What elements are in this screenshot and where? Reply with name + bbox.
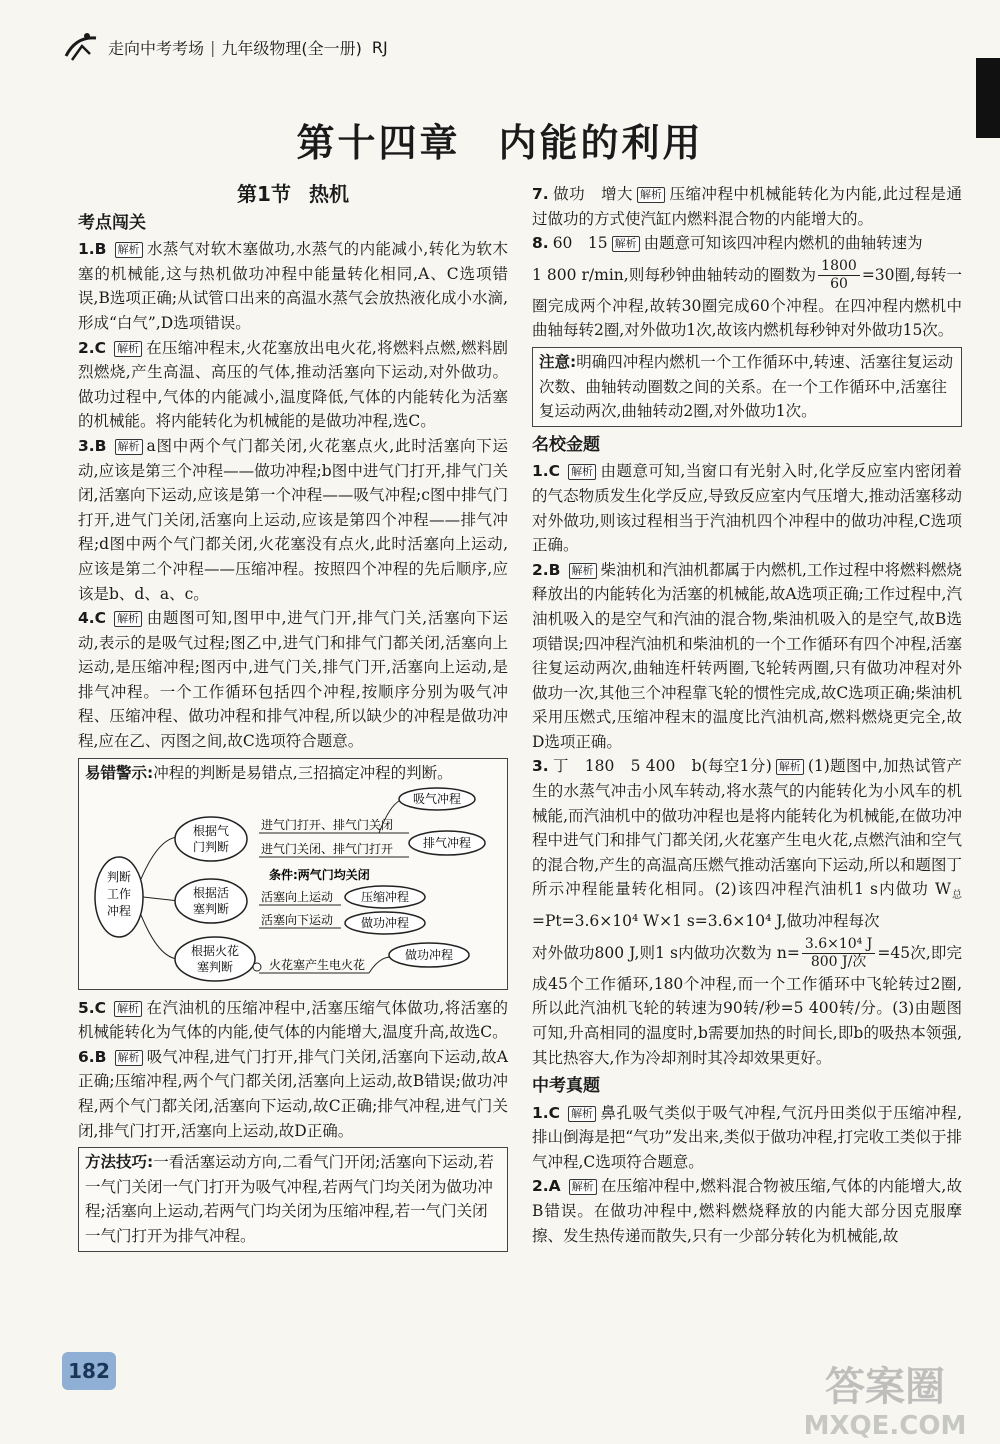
analysis-badge: 解析 xyxy=(569,1179,597,1195)
diagram-condition-text: 活塞向下运动 xyxy=(261,912,334,927)
answer-item xyxy=(78,1045,508,1143)
answer-item xyxy=(78,237,508,335)
diagram-branch-text: 根据气 xyxy=(192,823,230,838)
analysis-badge: 解析 xyxy=(776,759,804,775)
diagram-branch-text: 门判断 xyxy=(192,839,230,854)
book-title: 九年级物理(全一册) xyxy=(221,38,362,58)
answer-text: a图中两个气门都关闭,火花塞点火,此时活塞向下运动,应该是第三个冲程——做功冲程;b图中进气门打开,排气门关闭,活塞向下运动,应该是第一个冲程——吸气冲程;c图中排气门打开,进气门关闭,活塞向上运动,应该是第四个冲程——排气冲程;d图中两个气门都关闭,火花塞没有点火,此时活塞向上运动,应该是第二个冲程——压缩冲程。按照四个冲程的先后顺序,应该是b、d、a、c。 xyxy=(78,436,508,603)
diagram-result-text: 排气冲程 xyxy=(422,835,472,850)
right-column xyxy=(532,182,962,1248)
answer-number: 1.B xyxy=(78,240,107,259)
analysis-badge: 解析 xyxy=(568,1106,596,1122)
answer-item xyxy=(78,336,508,434)
chapter-title xyxy=(0,112,1000,167)
analysis-badge: 解析 xyxy=(115,1050,143,1066)
analysis-badge: 解析 xyxy=(114,1001,142,1017)
answer-item xyxy=(78,606,508,754)
subscript: 总 xyxy=(950,890,963,902)
answer-text: =30圈,每转一圈完成两个冲程,故转30圈完成60个冲程。在四冲程内燃机中曲轴每转2圈,对外做功1次,故该内燃机每秒钟对外做功15次。 xyxy=(532,265,963,340)
analysis-badge: 解析 xyxy=(114,341,142,357)
diagram-center-text: 工作 xyxy=(106,886,132,901)
analysis-badge: 解析 xyxy=(115,439,143,455)
analysis-badge: 解析 xyxy=(612,236,640,252)
analysis-badge: 解析 xyxy=(569,563,597,579)
diagram-branch-text: 塞判断 xyxy=(196,959,234,974)
diagram-condition-text: 进气门关闭、排气门打开 xyxy=(261,841,394,856)
heading-mingxiao: 名校金题 xyxy=(532,434,600,455)
answer-item xyxy=(532,1101,962,1175)
answer-item xyxy=(78,996,508,1045)
warning-text: 冲程的判断是易错点,三招搞定冲程的判断。 xyxy=(153,763,453,782)
answer-text: 压缩冲程中机械能转化为内能,此过程是通过做功的方式使汽缸内燃料混合物的内能增大的。 xyxy=(532,185,962,228)
fraction xyxy=(818,258,860,293)
diagram-branch-text: 根据火花 xyxy=(190,943,240,958)
diagram-condition-text: 火花塞产生电火花 xyxy=(269,957,366,972)
answer-number: 8. xyxy=(532,234,549,253)
answer-text: 1 800 r/min,则每秒钟曲轴转动的圈数为 xyxy=(532,265,817,284)
page-number: 182 xyxy=(62,1352,116,1390)
answer-number: 2.C xyxy=(78,338,107,357)
diagram-center-text: 判断 xyxy=(106,869,132,884)
note-box xyxy=(532,347,962,427)
answer-text: 由题意可知,当窗口有光射入时,化学反应室内密闭着的气态物质发生化学反应,导致反应室内气压增大,推动活塞移动对外做功,则该过程相当于汽油机四个冲程中的做功冲程,C选项正确。 xyxy=(532,462,962,555)
heading-zhongkao: 中考真题 xyxy=(532,1076,600,1097)
answer-text: =45次,即完成45个工作循环,180个冲程,而一个工作循环中飞轮转过2圈,所以此汽油机飞轮的转速为90转/秒=5 400转/分。(3)由题图可知,升高相同的温度时,b需要加热的时间长,即b的吸热本领强,其比热容大,作为冷却剂时其冷却效果更好。 xyxy=(532,943,962,1067)
runner-logo-icon xyxy=(62,30,102,64)
answer-item xyxy=(532,754,962,1070)
answer-text: 对外做功800 J,则1 s内做功次数为 n= xyxy=(532,943,800,962)
analysis-badge: 解析 xyxy=(114,611,142,627)
fraction-denominator: 800 J/次 xyxy=(810,954,867,971)
chapter-number: 第十四章 xyxy=(296,121,461,165)
fraction-numerator: 3.6×10⁴ J xyxy=(802,936,875,954)
diagram-condition-text: 进气门打开、排气门关闭 xyxy=(261,817,394,832)
answer-text: 在汽油机的压缩冲程中,活塞压缩气体做功,将活塞的机械能转化为气体的内能,使气体的内能增大,温度升高,故选C。 xyxy=(78,998,508,1042)
answer-item xyxy=(532,231,962,343)
answer-number: 7. xyxy=(532,185,549,203)
answer-item xyxy=(532,459,962,557)
answer-number: 3.B xyxy=(78,436,107,455)
answer-number: 5.C xyxy=(78,998,107,1017)
answer-text: 吸气冲程,进气门打开,排气门关闭,活塞向下运动,故A正确;压缩冲程,两个气门都关闭,活塞向上运动,故B错误;做功冲程,两个气门都关闭,活塞向下运动,故C正确;排气冲程,进气门关闭,排气门打开,活塞向上运动,故D正确。 xyxy=(78,1047,508,1140)
section-name: 热机 xyxy=(308,182,349,206)
analysis-badge: 解析 xyxy=(115,242,143,258)
fraction-denominator: 60 xyxy=(830,276,848,293)
answer-number: 1.C xyxy=(532,462,561,481)
watermark-url: MXQE.COM xyxy=(803,1411,967,1441)
answer-item xyxy=(532,1174,962,1248)
page-header xyxy=(62,30,388,64)
warning-label: 易错警示: xyxy=(85,763,154,782)
watermark-text: 答案圈 xyxy=(825,1364,945,1410)
answer-text: (1)题图中,加热试管产生的水蒸气冲击小风车转动,将水蒸气的内能转化为小风车的机械能,而汽油机中的做功冲程也是将内能转化为机械能,在做功冲程中进气门和排气门都关闭,火花塞产生电火花,点燃汽油和空气的混合物,产生的高温高压燃气推动活塞向下运动,所以和题图丁所示冲程能量转化相同。(2)该四冲程汽油机1 s内做功 W xyxy=(532,757,963,899)
answer-item xyxy=(78,434,508,606)
diagram-branch-text: 塞判断 xyxy=(192,901,230,916)
answer-text: 在压缩冲程中,燃料混合物被压缩,气体的内能增大,故B错误。在做功冲程中,燃料燃烧释放的内能大部分因克服摩擦、发生热传递而散失,只有一少部分转化为机械能,故 xyxy=(532,1177,962,1245)
diagram-condition-text: 活塞向上运动 xyxy=(261,889,334,904)
fraction xyxy=(802,936,875,971)
answer-item xyxy=(532,558,962,755)
analysis-badge: 解析 xyxy=(568,464,596,480)
answer-number: 2.A xyxy=(532,1177,561,1196)
edition-label: RJ xyxy=(371,37,388,57)
diagram-result-text: 做功冲程 xyxy=(360,915,410,930)
method-tip-text: 一看活塞运动方向,二看气门开闭;活塞向下运动,若一气门关闭一气门打开为吸气冲程,若两气门均关闭为做功冲程;活塞向上运动,若两气门均关闭为压缩冲程,若一气门关闭一气门打开为排气冲程。 xyxy=(85,1153,494,1245)
heading-kaodian: 考点闯关 xyxy=(78,212,146,233)
method-tip-label: 方法技巧: xyxy=(85,1153,154,1172)
section-title xyxy=(78,182,508,207)
answer-number: 6.B xyxy=(78,1047,107,1066)
answer-text: 在压缩冲程末,火花塞放出电火花,将燃料点燃,燃料剧烈燃烧,产生高温、高压的气体,推动活塞向下运动,对外做功。做功过程中,气体的内能减小,温度降低,气体的内能转化为活塞的机械能。将内能转化为机械能的是做功冲程,选C。 xyxy=(78,338,508,431)
diagram-condition-label: 条件:两气门均关闭 xyxy=(269,867,370,882)
answer-item xyxy=(532,182,962,231)
answer-number: 4.C xyxy=(78,609,107,628)
answer-value: 丁 180 5 400 b(每空1分) xyxy=(552,757,772,776)
diagram-result-text: 做功冲程 xyxy=(404,947,454,962)
chapter-name: 内能的利用 xyxy=(498,121,704,165)
stroke-judgment-diagram xyxy=(79,787,497,983)
answer-value: 做功 增大 xyxy=(552,185,634,203)
analysis-badge: 解析 xyxy=(637,187,665,203)
brand-name: 走向中考考场 xyxy=(108,38,205,58)
answer-number: 3. xyxy=(532,757,549,776)
answer-text: 水蒸气对软木塞做功,水蒸气的内能减小,转化为软木塞的机械能,这与热机做功冲程中能量转化相同,A、C选项错误,B选项正确;从试管口出来的高温水蒸气会放热液化成小水滴,形成“白气”,D选项错误。 xyxy=(78,240,508,332)
answer-text: 由题意可知该四冲程内燃机的曲轴转速为 xyxy=(643,234,923,253)
left-column xyxy=(78,182,508,1258)
diagram-result-text: 压缩冲程 xyxy=(360,889,410,904)
answer-text: 柴油机和汽油机都属于内燃机,工作过程中将燃料燃烧释放出的内能转化为活塞的机械能,故A选项正确;工作过程中,汽油机吸入的是空气和汽油的混合物,柴油机吸入的是空气,故B选项错误;四冲程汽油机和柴油机的一个工作循环有四个冲程,活塞往复运动两次,曲轴连杆转两圈,飞轮转两圈,只有做功冲程对外做功一次,其他三个冲程靠飞轮的惯性完成,故C选项正确;柴油机采用压燃式,压缩冲程末的温度比汽油机高,燃料燃烧更完全,故D选项正确。 xyxy=(532,560,962,751)
answer-value: 60 15 xyxy=(552,234,608,253)
warning-box xyxy=(78,758,508,990)
diagram-branch-text: 根据活 xyxy=(192,885,230,900)
diagram-center-text: 冲程 xyxy=(106,903,132,918)
method-tip-box xyxy=(78,1147,508,1251)
answer-number: 1.C xyxy=(532,1103,561,1122)
answer-number: 2.B xyxy=(532,560,561,579)
answer-text: =Pt=3.6×10⁴ W×1 s=3.6×10⁴ J,做功冲程每次 xyxy=(532,912,880,931)
watermark-logo xyxy=(800,1352,970,1442)
diagram-result-text: 吸气冲程 xyxy=(412,791,462,806)
fraction-numerator: 1800 xyxy=(818,258,860,276)
section-number: 第1节 xyxy=(237,182,291,206)
answer-text: 鼻孔吸气类似于吸气冲程,气沉丹田类似于压缩冲程,排山倒海是把“气功”发出来,类似于做功冲程,打完收工类似于排气冲程,C选项符合题意。 xyxy=(532,1103,962,1171)
note-text: 明确四冲程内燃机一个工作循环中,转速、活塞往复运动次数、曲轴转动圈数之间的关系。在一个工作循环中,活塞往复运动两次,曲轴转动2圈,对外做功1次。 xyxy=(539,352,954,421)
header-separator: | xyxy=(210,37,216,57)
answer-text: 由题图可知,图甲中,进气门开,排气门关,活塞向下运动,表示的是吸气过程;图乙中,进气门和排气门都关闭,活塞向上运动,是压缩冲程;图丙中,进气门关,排气门开,活塞向上运动,是排气冲程。一个工作循环包括四个冲程,按顺序分别为吸气冲程、压缩冲程、做功冲程和排气冲程,所以缺少的冲程是做功冲程,应在乙、丙图之间,故C选项符合题意。 xyxy=(78,609,508,751)
note-label: 注意: xyxy=(539,352,577,371)
